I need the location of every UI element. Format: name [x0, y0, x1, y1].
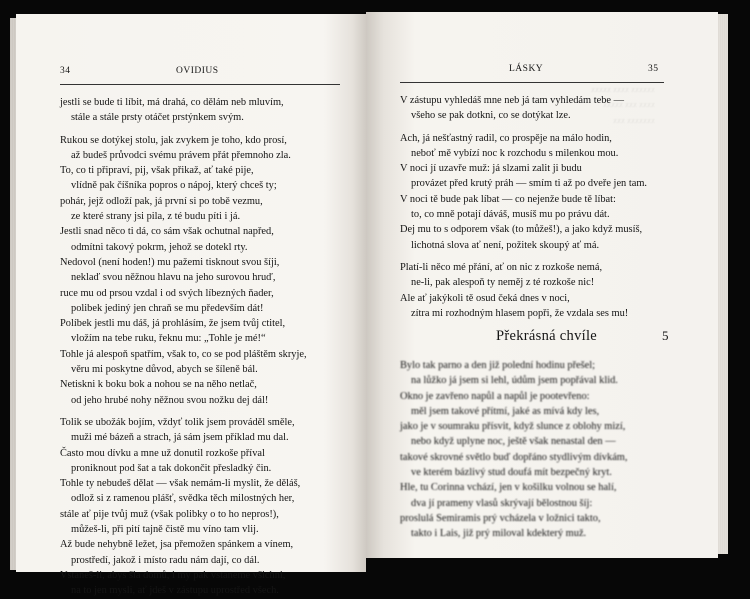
verse-line: na lůžko já jsem si lehl, údům jsem popřával klid.	[411, 375, 618, 387]
verse-line: V noci jí uzavře muž: já slzami zalit ji budu	[400, 163, 582, 175]
verse-line: Netiskni k boku bok a nohou se na něho netlač,	[60, 379, 257, 391]
verse-line: Nedovol (není hoden!) mu pažemi tisknout svou šíji,	[60, 256, 280, 268]
verse-line: prostředí, jakož i místo radu nám dají, co dál.	[71, 554, 260, 566]
book-edge-right	[718, 14, 728, 554]
page-number: 35	[648, 64, 659, 74]
verse-line: věru mi poskytne důvod, abych se šíleně bál.	[71, 364, 258, 376]
stanza-gap	[400, 253, 647, 260]
verse-line: Bylo tak parno a den již polední hodinu přešel;	[400, 360, 596, 371]
verse-line: muži mé bázeň a strach, já sám jsem příklad mu dal.	[71, 432, 289, 444]
verse-line: Platí-li něco mé přání, ať on nic z rozkoše nemá,	[400, 261, 603, 273]
verse-line: všeho se pak dotkni, co se dotýkat lze.	[411, 110, 571, 122]
verse-line: takto i Lais, již prý miloval kdekterý muž.	[411, 528, 587, 540]
verse-line: až budeš průvodci svému právem přát přemnoho zla.	[71, 149, 291, 161]
stanza-gap	[60, 408, 307, 415]
verse-line: odmítni takový pokrm, jehož se dotekl rty.	[71, 241, 248, 253]
verse-line: zítra mi rozhodným hlasem popři, že vzdala ses mu!	[411, 307, 629, 319]
poem-text	[400, 93, 647, 321]
verse-line: provázet před krutý práh — smím ti až po dveře jen tam.	[411, 178, 648, 190]
verse-line: Jestli snad něco ti dá, co sám však ochutnal napřed,	[60, 226, 274, 238]
header-rule	[60, 84, 340, 85]
running-head: LÁSKY	[509, 64, 544, 74]
verse-line: vložím na tebe ruku, řeknu mu: „Tohle je mé!“	[71, 333, 266, 345]
verse-line: V zástupu vyhledáš mne neb já tam vyhledám tebe —	[400, 95, 625, 106]
verse-line: stále ať pije tvůj muž (však polibky o to ho nepros!),	[60, 508, 279, 520]
left-page	[16, 14, 366, 597]
verse-line: V noci tě bude pak líbat — co nejenže bude tě líbat:	[400, 193, 616, 205]
verse-line: Políbek jestli mu dáš, já prohlásím, že jsem tvůj ctitel,	[60, 318, 286, 330]
verse-line: na to jen mysli, ať jdeš v zástupu uprostřed všech.	[71, 585, 279, 597]
verse-line: proslulá Semiramis prý vcházela v ložnici takto,	[400, 512, 601, 524]
verse-line: nebo když uplyne noc, ještě však nenastal den —	[411, 436, 616, 448]
verse-line: neboť mě vybízí noc k rozchodu s milenkou mou.	[411, 147, 619, 159]
verse-line: to, co mně potají dáváš, musíš mu po právu dát.	[411, 209, 610, 221]
verse-line: Často mou dívku a mne už donutil rozkoše příval	[60, 447, 265, 459]
verse-line: můžeš-li, při pití tajně čistě mu víno tam vlij.	[71, 524, 259, 536]
poem-title: Překrásná chvíle	[496, 328, 598, 344]
verse-line: jestli se bude ti líbit, má drahá, co dělám neb mluvím,	[60, 97, 284, 108]
running-head: OVIDIUS	[176, 66, 219, 76]
poem-text-blurred	[400, 358, 628, 542]
verse-line: takové skrovné světlo buď dopřáno stydlivým dívkám,	[400, 451, 628, 463]
verse-line: měl jsem takové přítmí, jaké as mívá kdy les,	[411, 405, 600, 417]
stanza-gap	[400, 124, 647, 131]
verse-line: To, co ti připraví, pij, však přikaž, ať také pije,	[60, 165, 254, 177]
verse-line: Ach, já nešťastný radil, co prospěje na málo hodin,	[400, 132, 612, 144]
verse-line: dva jí prameny vlasů skrývají bělostnou šíj:	[411, 497, 593, 509]
page-number: 34	[60, 66, 71, 76]
poem-number: 5	[662, 328, 669, 343]
verse-line: neklaď svou něžnou hlavu na jeho surovou hruď,	[71, 272, 276, 284]
verse-line: Rukou se dotýkej stolu, jak zvykem je toho, kdo prosí,	[60, 134, 287, 146]
verse-line: Ale ať jakýkoli tě osud čeká dnes v noci,	[400, 292, 570, 304]
verse-line: Vstaneš-li, abys šla domů, i my pak vstaneme všichni,	[60, 569, 286, 581]
verse-line: Až bude nehybně ležet, jsa přemožen spánkem a vínem,	[60, 539, 294, 551]
verse-line: proniknout pod šat a tak dokončit přesladký čin.	[71, 462, 272, 474]
verse-line: od jeho hrubé nohy něžnou svou nožku dej dál!	[71, 394, 269, 406]
header-rule	[400, 82, 664, 83]
verse-line: Tohle já alespoň spatřím, však to, co se pod pláštěm skryje,	[60, 348, 307, 360]
verse-line: Okno je zavřeno napůl a napůl je pootevřeno:	[400, 390, 590, 402]
verse-line: Tohle ty nebudeš dělat — však nemám-li myslit, že děláš,	[60, 478, 301, 490]
verse-line: stále a stále prsty otáčet prstýnkem svým.	[71, 112, 244, 124]
verse-line: jako je v soumraku přísvit, když slunce z oblohy mizí,	[400, 421, 626, 433]
stanza-gap	[60, 126, 307, 133]
verse-line: Tolik se ubožák bojím, vždyť tolik jsem prováděl směle,	[60, 416, 295, 428]
show-through: xxxxxx xxxx xxxxx xxxx xxx xxxxx xxxxxxx xxx	[591, 85, 655, 125]
verse-line: pohár, jejž odloží pak, já první si po tobě vezmu,	[60, 195, 263, 207]
verse-line: ve kterém bázlivý stud doufá mít bezpečný kryt.	[411, 467, 612, 479]
verse-line: Hle, tu Corinna vchází, jen v košilku volnou se halí,	[400, 482, 617, 494]
verse-line: vlídně pak číšníka popros o nápoj, který chceš ty;	[71, 180, 277, 192]
verse-line: ruce mu od prsou vzdal i od svých líbezných ňader,	[60, 287, 274, 299]
poem-text	[60, 95, 307, 599]
verse-line: Dej mu to s odporem však (to můžeš!), a jako když musíš,	[400, 224, 643, 236]
right-page	[366, 12, 718, 558]
verse-line: ne-li, pak alespoň ty neměj z té rozkoše nic!	[411, 277, 595, 289]
verse-line: odlož si z ramenou plášť, svědka těch milostných her,	[71, 493, 295, 505]
verse-line: ze které strany jsi pila, z té budu píti i já.	[71, 211, 241, 223]
verse-line: lichotná slova ať není, požitek skoupý ať má.	[411, 239, 600, 251]
verse-line: polibek jediný jen chraň se mu především dát!	[71, 302, 264, 314]
